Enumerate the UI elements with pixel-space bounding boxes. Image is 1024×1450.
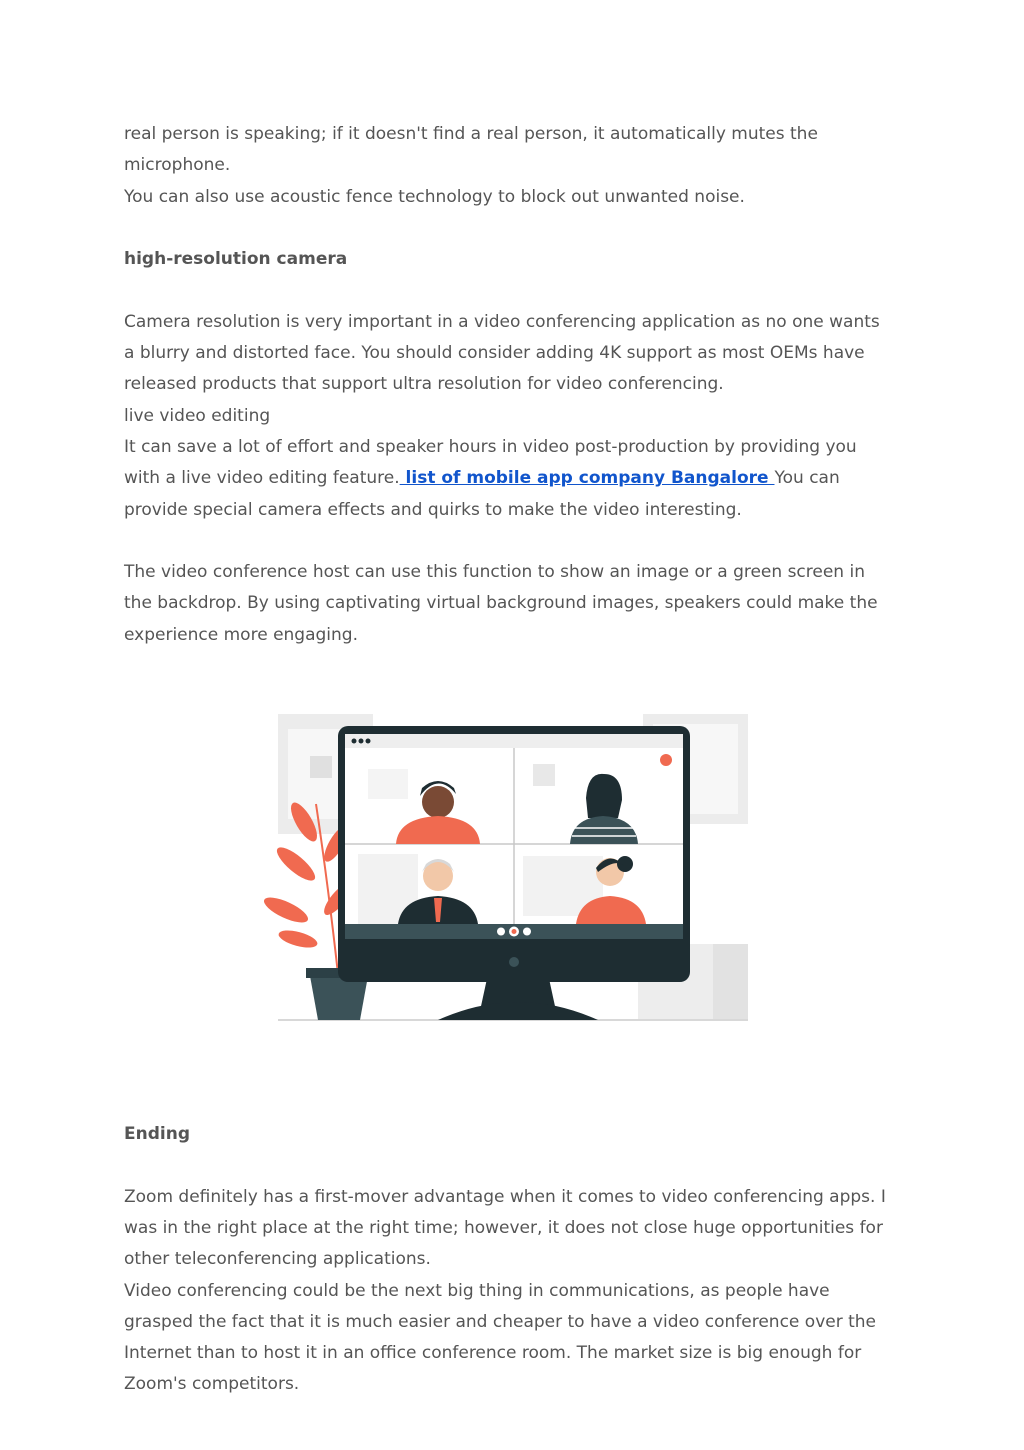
paragraph-line: Internet than to host it in an office conference room. The market size is big enough for xyxy=(124,1343,862,1364)
video-conference-illustration-icon xyxy=(258,714,758,1024)
camera-button-icon[interactable] xyxy=(523,928,531,936)
window-dot xyxy=(359,739,364,744)
plant-pot xyxy=(310,976,368,1020)
paragraph-line: a blurry and distorted face. You should consider adding 4K support as most OEMs have xyxy=(124,343,865,364)
paragraph-line: Zoom's competitors. xyxy=(124,1374,300,1395)
paragraph-line: The video conference host can use this function to show an image or a green screen in xyxy=(124,562,865,583)
paragraph-line: was in the right place at the right time; however, it does not close huge opportunities for xyxy=(124,1217,883,1238)
end-call-dot xyxy=(512,929,517,934)
paragraph-line: It can save a lot of effort and speaker hours in video post-production by providing you xyxy=(124,436,857,457)
text-span: with a live video editing feature. xyxy=(124,468,400,489)
drawer-side xyxy=(713,944,748,1019)
frame-picture xyxy=(310,756,332,778)
paragraph-line: experience more engaging. xyxy=(124,624,358,645)
paragraph-line: microphone. xyxy=(124,155,231,176)
plant-leaf xyxy=(272,842,319,885)
heading-camera: high-resolution camera xyxy=(124,249,348,270)
paragraph-line: Zoom definitely has a first-mover advantage when it comes to video conferencing apps. I xyxy=(124,1186,886,1207)
plant-leaf xyxy=(277,927,319,951)
paragraph-line: real person is speaking; if it doesn't find a real person, it automatically mutes the xyxy=(124,124,818,144)
window-dot xyxy=(352,739,357,744)
paragraph-line-with-link xyxy=(124,463,904,494)
heading-ending: Ending xyxy=(124,1124,190,1145)
paragraph-line: Camera resolution is very important in a video conferencing application as no one wants xyxy=(124,311,880,332)
document-body xyxy=(124,119,904,1401)
illustration-container xyxy=(124,714,904,1114)
paragraph-line: the backdrop. By using captivating virtual background images, speakers could make the xyxy=(124,593,878,614)
monitor-base xyxy=(438,1002,598,1020)
wall-picture xyxy=(533,764,555,786)
window-dot xyxy=(366,739,371,744)
monitor-power-icon xyxy=(509,957,519,967)
plant-leaf xyxy=(261,893,311,928)
record-badge-icon xyxy=(660,754,672,766)
text-span: You can xyxy=(774,468,840,489)
paragraph: live video editing xyxy=(124,405,271,426)
paragraph: You can also use acoustic fence technology to block out unwanted noise. xyxy=(124,186,745,207)
person-hair xyxy=(586,774,622,818)
paragraph-line: other teleconferencing applications. xyxy=(124,1249,431,1270)
paragraph-line: released products that support ultra resolution for video conferencing. xyxy=(124,374,724,395)
person-hair-bun xyxy=(617,856,633,872)
person-head xyxy=(422,786,454,818)
calendar-decor xyxy=(368,769,408,799)
mobile-app-company-link[interactable]: list of mobile app company Bangalore xyxy=(399,468,775,489)
paragraph-line: grasped the fact that it is much easier and cheaper to have a video conference over the xyxy=(124,1311,877,1332)
window-titlebar xyxy=(345,734,683,748)
paragraph-line: Video conferencing could be the next big thing in communications, as people have xyxy=(124,1280,830,1301)
mic-button-icon[interactable] xyxy=(497,928,505,936)
paragraph-line: provide special camera effects and quirks to make the video interesting. xyxy=(124,499,742,520)
